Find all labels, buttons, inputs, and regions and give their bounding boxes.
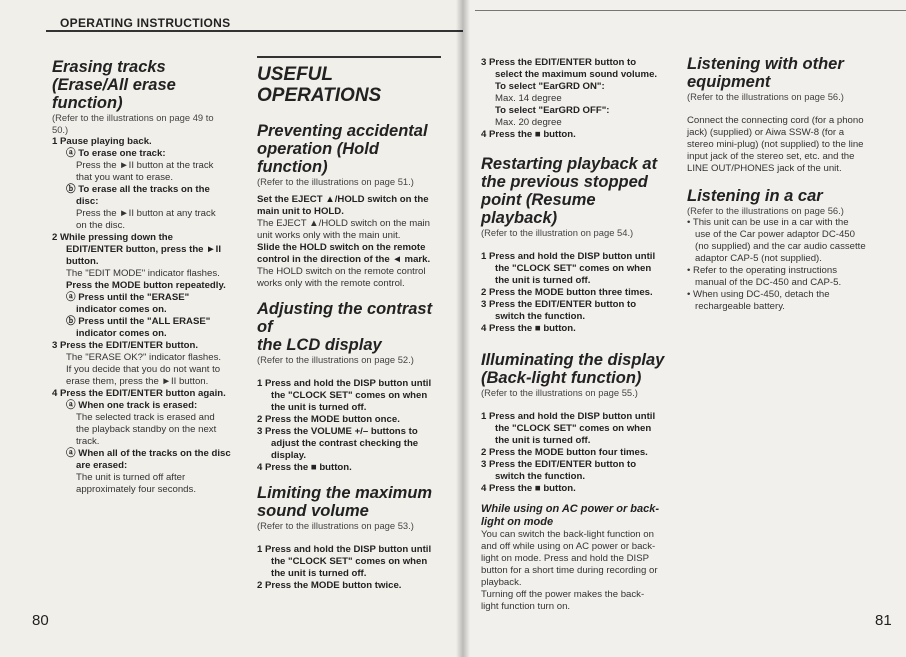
contrast-ref: (Refer to the illustrations on page 52.) [257, 354, 414, 365]
erasing-step-3-text-3: erase them, press the ►II button. [66, 376, 209, 387]
erasing-step-4a-text-2: the playback standby on the next [76, 424, 217, 435]
limiting-step-4: 4 Press the ■ button. [481, 129, 576, 140]
other-equipment-text: stereo mini-plug) (not supplied) to the line [687, 139, 864, 150]
eargrd-off-value: Max. 20 degree [495, 117, 562, 128]
resume-step-1: 1 Press and hold the DISP button until [481, 251, 656, 262]
limiting-title: Limiting the maximum [257, 484, 433, 502]
limiting-section [257, 484, 441, 592]
hold-line: The EJECT ▲/HOLD switch on the main [257, 218, 431, 229]
hold-line: control in the direction of the ◄ mark. [257, 254, 431, 265]
erasing-step-2a: ⓐ Press until the "ERASE" [66, 292, 190, 303]
useful-title: USEFUL [257, 64, 333, 85]
backlight-step-1-line2: the "CLOCK SET" comes on when [495, 423, 652, 434]
hold-line: The HOLD switch on the remote control [257, 266, 426, 277]
backlight-text: and off while using on AC power or back- [481, 541, 656, 552]
resume-step-2: 2 Press the MODE button three times. [481, 287, 653, 298]
other-equipment-text: Connect the connecting cord (for a phono [687, 115, 864, 126]
erasing-step-4a: ⓐ When one track is erased: [66, 400, 198, 411]
running-header: OPERATING INSTRUCTIONS [60, 16, 231, 30]
column-3 [481, 57, 669, 613]
erasing-step-4: 4 Press the EDIT/ENTER button again. [52, 388, 226, 399]
limiting-step-2: 2 Press the MODE button twice. [257, 580, 402, 591]
car-bullet: • Refer to the operating instructions [687, 265, 838, 276]
car-section [687, 187, 879, 313]
erasing-step-4b-text: The unit is turned off after [76, 472, 186, 483]
limiting-step-1-line2: the "CLOCK SET" comes on when [271, 556, 428, 567]
erasing-step-2-mode: Press the MODE button repeatedly. [66, 280, 226, 291]
car-bullet-cont: rechargeable battery. [695, 301, 785, 312]
erasing-ref: (Refer to the illustrations on page 49 to [52, 112, 214, 123]
backlight-text: light on mode. Press and hold the DISP [481, 553, 649, 564]
erasing-title: Erasing tracks [52, 58, 166, 76]
other-equipment-text: input jack of the stereo set, etc. and the [687, 151, 855, 162]
erasing-step-4b-text-2: approximately four seconds. [76, 484, 196, 495]
contrast-step-3-line3: display. [271, 450, 307, 461]
contrast-section [257, 300, 441, 474]
backlight-section [481, 351, 669, 613]
useful-rule [257, 56, 441, 58]
other-equipment-title: Listening with other [687, 55, 844, 73]
erasing-step-4a-text: The selected track is erased and [76, 412, 215, 423]
hold-line: works only with the remote control. [257, 278, 405, 289]
resume-title-2: the previous stopped [481, 173, 648, 191]
erasing-step-1b: ⓑ To erase all the tracks on the [66, 184, 210, 195]
page-number-right: 81 [875, 612, 892, 629]
resume-title: Restarting playback at [481, 155, 658, 173]
other-equipment-text: LINE OUT/PHONES jack of the unit. [687, 163, 842, 174]
contrast-title: Adjusting the contrast of [257, 300, 433, 336]
erasing-step-4a-text-3: track. [76, 436, 100, 447]
backlight-step-1: 1 Press and hold the DISP button until [481, 411, 656, 422]
contrast-step-3-line2: adjust the contrast checking the [271, 438, 419, 449]
erasing-step-1b-2: disc: [76, 196, 99, 207]
erasing-step-2: 2 While pressing down the [52, 232, 173, 243]
backlight-subtitle: While using on AC power or back- [481, 503, 660, 515]
spine-shadow [456, 0, 470, 657]
resume-step-4: 4 Press the ■ button. [481, 323, 576, 334]
hold-line: main unit to HOLD. [257, 206, 344, 217]
useful-operations-column [257, 56, 441, 592]
car-bullet-cont: adaptor CAP-5 (not supplied). [695, 253, 822, 264]
limiting-step-1-line3: the unit is turned off. [271, 568, 367, 579]
other-equipment-ref: (Refer to the illustrations on page 56.) [687, 91, 844, 102]
limiting-step-1: 1 Press and hold the DISP button until [257, 544, 432, 555]
hold-title-2: operation (Hold function) [257, 140, 379, 176]
hold-line: unit works only with the main unit. [257, 230, 401, 241]
page-number-left: 80 [32, 612, 49, 629]
erasing-step-1a-text: Press the ►II button at the track [76, 160, 214, 171]
backlight-step-2: 2 Press the MODE button four times. [481, 447, 648, 458]
erasing-title-2: (Erase/All erase function) [52, 76, 176, 112]
eargrd-off-label: To select "EarGRD OFF": [495, 105, 610, 116]
backlight-text: Turning off the power makes the back- [481, 589, 645, 600]
erasing-step-1b-text-2: on the disc. [76, 220, 126, 231]
resume-step-1-line2: the "CLOCK SET" comes on when [495, 263, 652, 274]
backlight-ref: (Refer to the illustrations on page 55.) [481, 387, 638, 398]
erasing-section [52, 58, 236, 496]
other-equipment-text: jack) (supplied) or Aiwa SSW-8 (for a [687, 127, 845, 138]
useful-title-2: OPERATIONS [257, 85, 382, 106]
hold-ref: (Refer to the illustrations on page 51.) [257, 176, 414, 187]
resume-title-3: point (Resume playback) [481, 191, 596, 227]
hold-line: Set the EJECT ▲/HOLD switch on the [257, 194, 429, 205]
eargrd-on-value: Max. 14 degree [495, 93, 562, 104]
erasing-step-3-text: The "ERASE OK?" indicator flashes. [66, 352, 222, 363]
car-bullet-cont: use of the Car power adaptor DC-450 [695, 229, 855, 240]
limiting-ref: (Refer to the illustrations on page 53.) [257, 520, 414, 531]
erasing-step-1b-text: Press the ►II button at any track [76, 208, 216, 219]
backlight-text: playback. [481, 577, 522, 588]
backlight-title: Illuminating the display [481, 351, 665, 369]
car-bullet-cont: manual of the DC-450 and CAP-5. [695, 277, 842, 288]
backlight-text: button for a short time during recording or [481, 565, 658, 576]
resume-section [481, 155, 669, 335]
hold-title: Preventing accidental [257, 122, 428, 140]
car-bullet-cont: (no supplied) and the car audio cassette [695, 241, 866, 252]
car-bullet: • When using DC-450, detach the [687, 289, 830, 300]
erasing-step-2b: ⓑ Press until the "ALL ERASE" [66, 316, 211, 327]
erasing-step-4b: ⓐ When all of the tracks on the disc [66, 448, 231, 459]
backlight-text: You can switch the back-light function on [481, 529, 654, 540]
erasing-step-1a: ⓐ To erase one track: [66, 148, 166, 159]
contrast-step-4: 4 Press the ■ button. [257, 462, 352, 473]
erasing-step-2-line2: EDIT/ENTER button, press the ►II [66, 244, 222, 255]
car-ref: (Refer to the illustrations on page 56.) [687, 205, 844, 216]
hold-section [257, 122, 441, 290]
contrast-step-1-line3: the unit is turned off. [271, 402, 367, 413]
right-page [463, 0, 906, 657]
limiting-step-3: 3 Press the EDIT/ENTER button to [481, 57, 637, 68]
erasing-step-2-text: The "EDIT MODE" indicator flashes. [66, 268, 220, 279]
backlight-text: light function turn on. [481, 601, 571, 612]
limiting-title-2: sound volume [257, 502, 369, 520]
erasing-step-4b-2: are erased: [76, 460, 128, 471]
backlight-step-4: 4 Press the ■ button. [481, 483, 576, 494]
resume-ref: (Refer to the illustration on page 54.) [481, 227, 634, 238]
erasing-step-2a-2: indicator comes on. [76, 304, 167, 315]
column-4 [687, 55, 879, 313]
limiting-step-3-line2: select the maximum sound volume. [495, 69, 658, 80]
eargrd-on-label: To select "EarGRD ON": [495, 81, 605, 92]
erasing-step-1a-text-2: that you want to erase. [76, 172, 174, 183]
car-title: Listening in a car [687, 187, 823, 205]
car-bullet: • This unit can be use in a car with the [687, 217, 849, 228]
contrast-step-1-line2: the "CLOCK SET" comes on when [271, 390, 428, 401]
other-equipment-title-2: equipment [687, 73, 771, 91]
resume-step-1-line3: the unit is turned off. [495, 275, 591, 286]
erasing-step-3: 3 Press the EDIT/ENTER button. [52, 340, 199, 351]
erasing-step-1: 1 Pause playing back. [52, 136, 152, 147]
erasing-ref-2: 50.) [52, 124, 69, 135]
backlight-step-1-line3: the unit is turned off. [495, 435, 591, 446]
backlight-step-3-line2: switch the function. [495, 471, 586, 482]
backlight-step-3: 3 Press the EDIT/ENTER button to [481, 459, 637, 470]
erasing-step-2-line3: button. [66, 256, 99, 267]
erasing-step-2b-2: indicator comes on. [76, 328, 167, 339]
backlight-subtitle-2: light on mode [481, 516, 554, 528]
contrast-title-2: the LCD display [257, 336, 382, 354]
header-rule-right [475, 10, 906, 11]
erasing-step-3-text-2: If you decide that you do not want to [66, 364, 221, 375]
backlight-title-2: (Back-light function) [481, 369, 642, 387]
contrast-step-1: 1 Press and hold the DISP button until [257, 378, 432, 389]
resume-step-3-line2: switch the function. [495, 311, 586, 322]
contrast-step-3: 3 Press the VOLUME +/– buttons to [257, 426, 418, 437]
hold-line: Slide the HOLD switch on the remote [257, 242, 426, 253]
contrast-step-2: 2 Press the MODE button once. [257, 414, 400, 425]
resume-step-3: 3 Press the EDIT/ENTER button to [481, 299, 637, 310]
